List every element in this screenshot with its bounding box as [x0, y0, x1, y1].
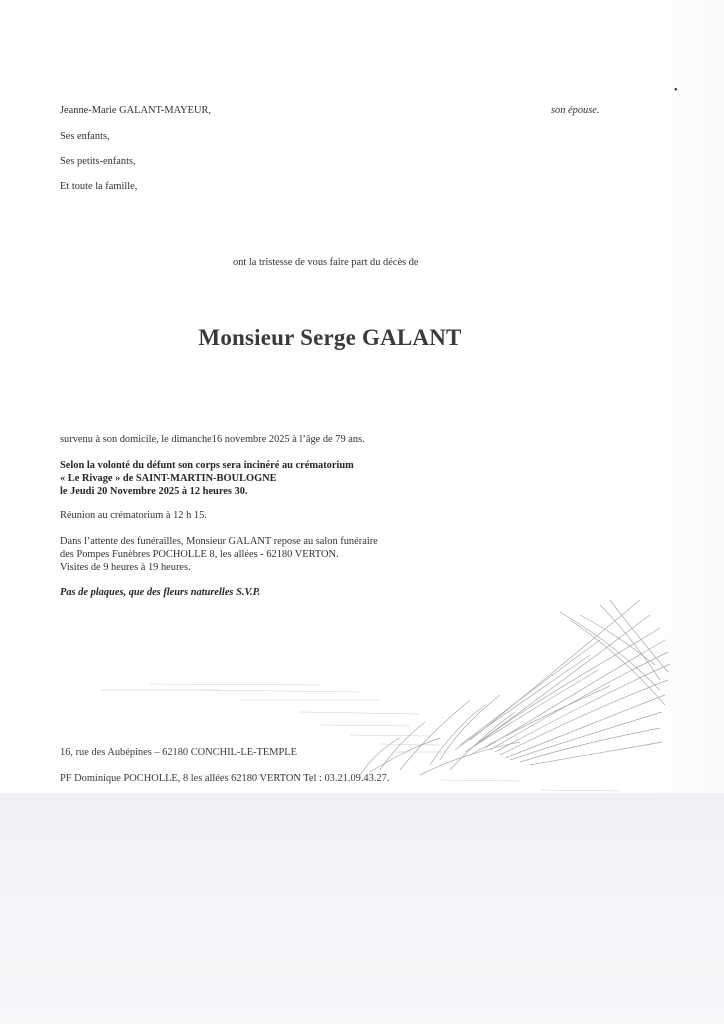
visitation-line-1: Dans l’attente des funérailles, Monsieur GALANT repose au salon funéraire	[60, 536, 378, 547]
scan-background-area	[0, 793, 724, 1024]
flowers-note: Pas de plaques, que des fleurs naturelles S.V.P.	[60, 587, 261, 598]
funeral-home-line: PF Dominique POCHOLLE, 8 les allées 62180 VERTON Tel : 03.21.09.43.27.	[60, 773, 390, 784]
death-line: survenu à son domicile, le dimanche16 novembre 2025 à l’âge de 79 ans.	[60, 434, 365, 445]
deceased-name: Monsieur Serge GALANT	[198, 325, 462, 350]
scan-speck: •	[674, 85, 678, 96]
address-line: 16, rue des Aubépines – 62180 CONCHIL-LE-TEMPLE	[60, 747, 297, 758]
visitation-line-2: des Pompes Funèbres POCHOLLE 8, les allées - 62180 VERTON.	[60, 549, 339, 560]
spouse-name: Jeanne-Marie GALANT-MAYEUR,	[60, 105, 212, 116]
family-line: Et toute la famille,	[60, 181, 138, 192]
visitation-line-3: Visites de 9 heures à 19 heures.	[60, 562, 191, 573]
reunion-line: Réunion au crématorium à 12 h 15.	[60, 510, 207, 521]
ceremony-line-1: Selon la volonté du défunt son corps sera incinéré au crématorium	[60, 460, 354, 471]
children-line: Ses enfants,	[60, 131, 110, 142]
ceremony-line-3: le Jeudi 20 Novembre 2025 à 12 heures 30.	[60, 486, 248, 497]
ceremony-line-2: « Le Rivage » de SAINT-MARTIN-BOULOGNE	[60, 473, 277, 484]
spouse-role: son épouse.	[551, 105, 600, 116]
announcement-text: ont la tristesse de vous faire part du décès de	[233, 257, 419, 268]
grandchildren-line: Ses petits-enfants,	[60, 156, 136, 167]
